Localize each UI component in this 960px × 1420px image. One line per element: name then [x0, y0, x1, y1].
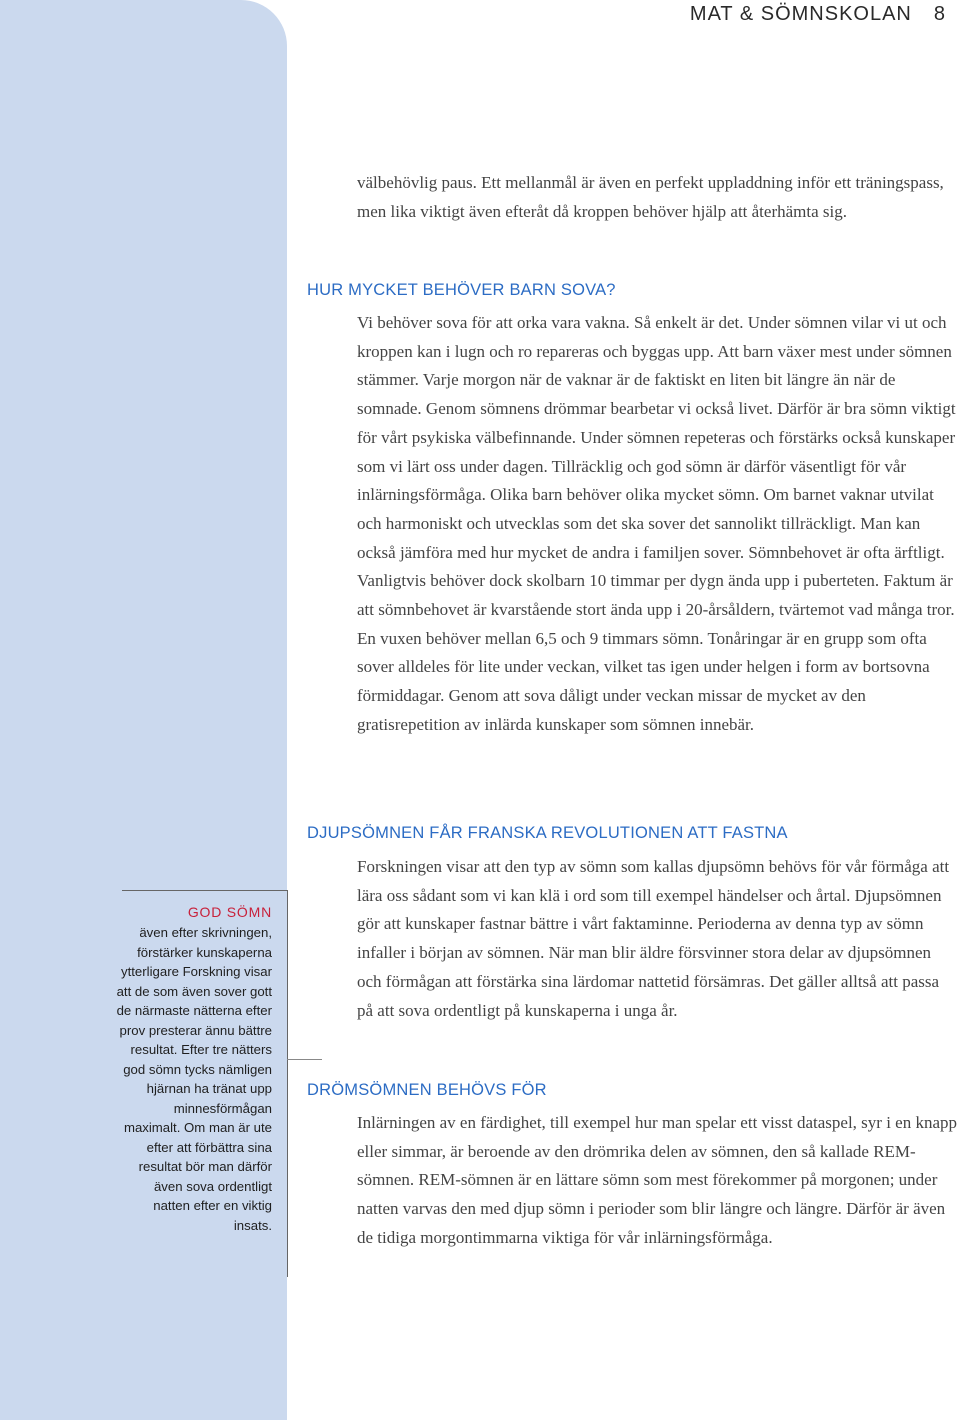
intro-paragraph: välbehövlig paus. Ett mellanmål är även en perfekt uppladdning inför ett träningspass, men lika viktigt även efteråt då kroppen behöver hjälp att återhämta sig.: [357, 173, 944, 221]
running-head: [690, 3, 946, 26]
section-heading-deep-sleep: DJUPSÖMNEN FÅR FRANSKA REVOLUTIONEN ATT FASTNA: [307, 824, 788, 842]
section-body-rem-sleep: Inlärningen av en färdighet, till exempel hur man spelar ett visst dataspel, syr i en knapp eller simmar, är beroende av den drömrika delen av sömnen, den så kallade REM-sömnen. REM-sömnen är en lättare sömn som mest förekommer på morgonen; under natten varvas den med djup sömn i perioder som blir längre och längre. Därför är även de tidiga morgontimmarna viktiga för vår inlärningsförmåga.: [357, 1113, 958, 1247]
section-body-sleep-need: Vi behöver sova för att orka vara vakna. Så enkelt är det. Under sömnen vilar vi ut och kroppen kan i lugn och ro repareras och byggas upp. Att barn växer mest under sömnen stämmer. Varje morgon när de vaknar är de faktiskt en liten bit längre än när de somnade. Genom sömnens drömmar bearbetar vi också livet. Därför är bra sömn viktigt för vårt psykiska välbefinnande. Under sömnen repeteras och förstärks också kunskaper som vi lärt oss under dagen. Tillräcklig och god sömn är därför väsentligt för vår inlärningsförmåga. Olika barn behöver olika mycket sömn. Om barnet vaknar utvilat och harmoniskt och utvecklas som det ska sover det sannolikt tillräckligt. Man kan också jämföra med hur mycket de andra i familjen sover. Sömnbehovet är ofta ärftligt. Vanligtvis behöver dock skolbarn 10 timmar per dygn ända upp i puberteten. Faktum är att sömnbehovet är kvarstående stort ända upp i 20-årsåldern, tvärtemot vad många tror. En vuxen behöver mellan 6,5 och 9 timmars sömn. Tonåringar är en grupp som ofta sover alldeles för lite under veckan, vilket tas igen under helgen i form av bortsovna förmiddagar. Genom att sova dåligt under veckan missar de mycket av den gratisrepetition av inlärda kunskaper som sömnen innebär.: [357, 313, 956, 734]
page-number: 8: [933, 3, 946, 25]
sidebar-fact-box: [114, 902, 272, 1235]
publication-title: MAT & SÖMNSKOLAN: [689, 3, 912, 25]
sidebar-body: även efter skrivningen, förstärker kunskaperna ytterligare Forskning visar att de som även sover gott de närmaste nätterna efter prov presterar ännu bättre resultat. Efter tre nätters god sömn tycks nämligen hjärnan ha tränat upp minnesförmågan maximalt. Om man är ute efter att förbättra sina resultat bör man därför även sova ordentligt natten efter en viktig insats.: [116, 925, 272, 1233]
section-body-deep-sleep: Forskningen visar att den typ av sömn som kallas djupsömn behövs för vår förmåga att lära oss sådant som vi kan klä i ord som till exempel händelser och årtal. Djupsömnen gör att kunskaper fastnar bättre i vårt faktaminne. Perioderna av denna typ av sömn infaller i början av sömnen. När man blir äldre försvinner stora delar av djupsömnen och förmågan att förstärka sina lärdomar nattetid försämras. Det gäller alltså att passa på att sova ordentligt på kunskaperna i unga år.: [357, 857, 950, 1020]
sidebar-title: GOD SÖMN: [187, 904, 272, 920]
section-heading-rem-sleep: DRÖMSÖMNEN BEHÖVS FÖR: [307, 1081, 547, 1099]
sidebar-connector-line: [287, 1059, 322, 1060]
section-heading-sleep-need: HUR MYCKET BEHÖVER BARN SOVA?: [307, 281, 616, 299]
